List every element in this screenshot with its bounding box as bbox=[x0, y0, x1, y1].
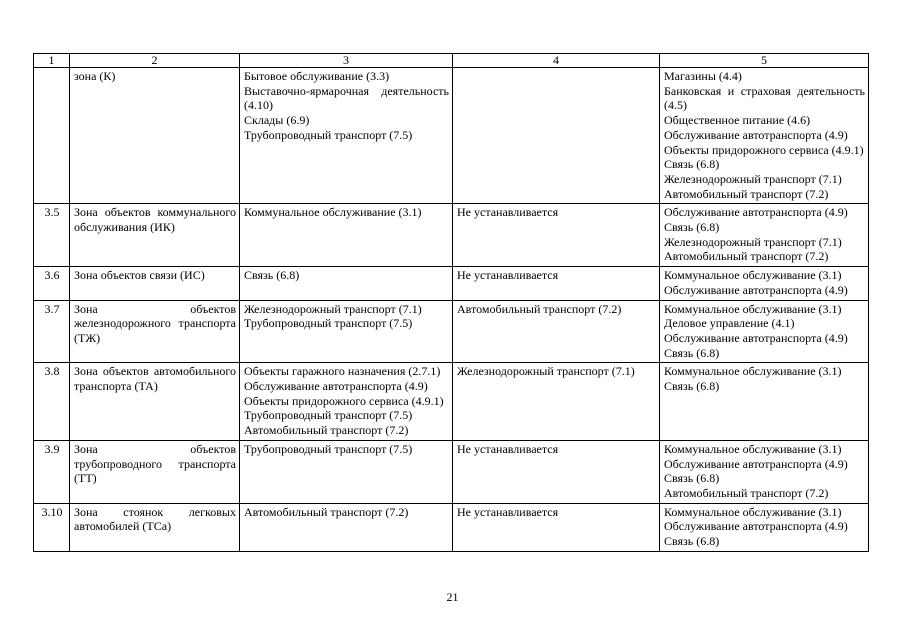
zone-name-cell: зона (К) bbox=[70, 68, 240, 204]
use-item: Железнодорожный транспорт (7.1) bbox=[244, 301, 422, 316]
use-item: Обслуживание автотранспорта (4.9) bbox=[664, 127, 848, 142]
use-item: Связь (6.8) bbox=[664, 345, 720, 360]
zone-name-cell: Зона объектов железнодорожного транспорта (ТЖ) bbox=[70, 300, 240, 363]
zone-number-cell bbox=[34, 68, 70, 204]
use-item: Железнодорожный транспорт (7.1) bbox=[664, 234, 842, 249]
use-item: Обслуживание автотранспорта (4.9) bbox=[664, 456, 848, 471]
use-item: Автомобильный транспорт (7.2) bbox=[664, 186, 829, 201]
column-header: 1 bbox=[34, 54, 70, 68]
conditional-use-cell bbox=[453, 267, 660, 300]
auxiliary-use-cell bbox=[660, 300, 869, 363]
use-item: Связь (6.8) bbox=[664, 157, 720, 172]
use-item: Не устанавливается bbox=[457, 205, 559, 220]
header-row bbox=[34, 54, 869, 68]
use-item: Коммунальное обслуживание (3.1) bbox=[664, 504, 842, 519]
zone-number-cell: 3.10 bbox=[34, 503, 70, 551]
main-use-cell bbox=[240, 68, 453, 204]
main-use-cell bbox=[240, 440, 453, 503]
main-use-cell bbox=[240, 300, 453, 363]
main-use-cell bbox=[240, 503, 453, 551]
use-item: Железнодорожный транспорт (7.1) bbox=[457, 364, 635, 379]
zoning-table bbox=[33, 53, 869, 552]
use-item: Автомобильный транспорт (7.2) bbox=[457, 301, 622, 316]
table-row bbox=[34, 503, 869, 551]
use-item: Обслуживание автотранспорта (4.9) bbox=[664, 282, 848, 297]
column-header: 4 bbox=[453, 54, 660, 68]
use-item: Связь (6.8) bbox=[664, 379, 720, 394]
use-item: Обслуживание автотранспорта (4.9) bbox=[244, 379, 428, 394]
auxiliary-use-cell bbox=[660, 440, 869, 503]
conditional-use-cell bbox=[453, 440, 660, 503]
zone-number-cell: 3.9 bbox=[34, 440, 70, 503]
use-item: Трубопроводный транспорт (7.5) bbox=[244, 441, 413, 456]
use-item: Магазины (4.4) bbox=[664, 69, 742, 83]
conditional-use-cell bbox=[453, 363, 660, 441]
auxiliary-use-cell bbox=[660, 68, 869, 204]
conditional-use-cell bbox=[453, 503, 660, 551]
conditional-use-cell bbox=[453, 204, 660, 267]
zone-number-cell: 3.6 bbox=[34, 267, 70, 300]
table-row bbox=[34, 440, 869, 503]
use-item: Выставочно-ярмарочная деятельность (4.10) bbox=[244, 83, 449, 113]
use-item: Связь (6.8) bbox=[664, 220, 720, 235]
auxiliary-use-cell bbox=[660, 503, 869, 551]
use-item: Обслуживание автотранспорта (4.9) bbox=[664, 519, 848, 534]
use-item: Не устанавливается bbox=[457, 268, 559, 283]
page-number: 21 bbox=[446, 590, 459, 604]
table-row bbox=[34, 363, 869, 441]
zone-name-cell: Зона объектов трубопроводного транспорта (ТТ) bbox=[70, 440, 240, 503]
zone-number-cell: 3.5 bbox=[34, 204, 70, 267]
column-header: 2 bbox=[70, 54, 240, 68]
zone-name-cell: Зона объектов связи (ИС) bbox=[70, 267, 240, 300]
main-use-cell bbox=[240, 267, 453, 300]
table-row bbox=[34, 204, 869, 267]
main-use-cell bbox=[240, 204, 453, 267]
use-item: Связь (6.8) bbox=[664, 471, 720, 486]
use-item: Не устанавливается bbox=[457, 441, 559, 456]
table-row bbox=[34, 68, 869, 204]
use-item: Коммунальное обслуживание (3.1) bbox=[664, 268, 842, 283]
use-item: Объекты гаражного назначения (2.7.1) bbox=[244, 364, 441, 379]
column-header: 5 bbox=[660, 54, 869, 68]
use-item: Объекты придорожного сервиса (4.9.1) bbox=[244, 393, 444, 408]
auxiliary-use-cell bbox=[660, 363, 869, 441]
use-item: Железнодорожный транспорт (7.1) bbox=[664, 171, 842, 186]
zone-name-cell: Зона объектов коммунального обслуживания (ИК) bbox=[70, 204, 240, 267]
use-item: Трубопроводный транспорт (7.5) bbox=[244, 316, 413, 331]
use-item: Коммунальное обслуживание (3.1) bbox=[244, 205, 422, 220]
use-item: Автомобильный транспорт (7.2) bbox=[664, 249, 829, 264]
use-item: Связь (6.8) bbox=[244, 268, 300, 283]
use-item: Обслуживание автотранспорта (4.9) bbox=[664, 330, 848, 345]
conditional-use-cell bbox=[453, 300, 660, 363]
use-item: Склады (6.9) bbox=[244, 113, 310, 128]
use-item: Связь (6.8) bbox=[664, 534, 720, 549]
zone-number-cell: 3.8 bbox=[34, 363, 70, 441]
use-item: Коммунальное обслуживание (3.1) bbox=[664, 441, 842, 456]
auxiliary-use-cell bbox=[660, 267, 869, 300]
use-item: Не устанавливается bbox=[457, 504, 559, 519]
table-row bbox=[34, 300, 869, 363]
auxiliary-use-cell bbox=[660, 204, 869, 267]
use-item: Общественное питание (4.6) bbox=[664, 113, 811, 128]
table-body bbox=[34, 68, 869, 552]
main-use-cell bbox=[240, 363, 453, 441]
use-item: Коммунальное обслуживание (3.1) bbox=[664, 364, 842, 379]
use-item: Обслуживание автотранспорта (4.9) bbox=[664, 205, 848, 220]
use-item: Трубопроводный транспорт (7.5) bbox=[244, 408, 413, 423]
use-item: Бытовое обслуживание (3.3) bbox=[244, 69, 390, 83]
table-row bbox=[34, 267, 869, 300]
use-item: Коммунальное обслуживание (3.1) bbox=[664, 301, 842, 316]
use-item: Трубопроводный транспорт (7.5) bbox=[244, 127, 413, 142]
use-item: Объекты придорожного сервиса (4.9.1) bbox=[664, 142, 864, 157]
conditional-use-cell bbox=[453, 68, 660, 204]
use-item: Автомобильный транспорт (7.2) bbox=[244, 423, 409, 438]
use-item: Банковская и страховая деятельность (4.5) bbox=[664, 83, 865, 113]
zone-name-cell: Зона стоянок легковых автомобилей (ТСа) bbox=[70, 503, 240, 551]
use-item: Автомобильный транспорт (7.2) bbox=[664, 485, 829, 500]
zone-name-cell: Зона объектов автомобильного транспорта (ТА) bbox=[70, 363, 240, 441]
zone-number-cell: 3.7 bbox=[34, 300, 70, 363]
use-item: Автомобильный транспорт (7.2) bbox=[244, 504, 409, 519]
column-header: 3 bbox=[240, 54, 453, 68]
use-item: Деловое управление (4.1) bbox=[664, 316, 795, 331]
